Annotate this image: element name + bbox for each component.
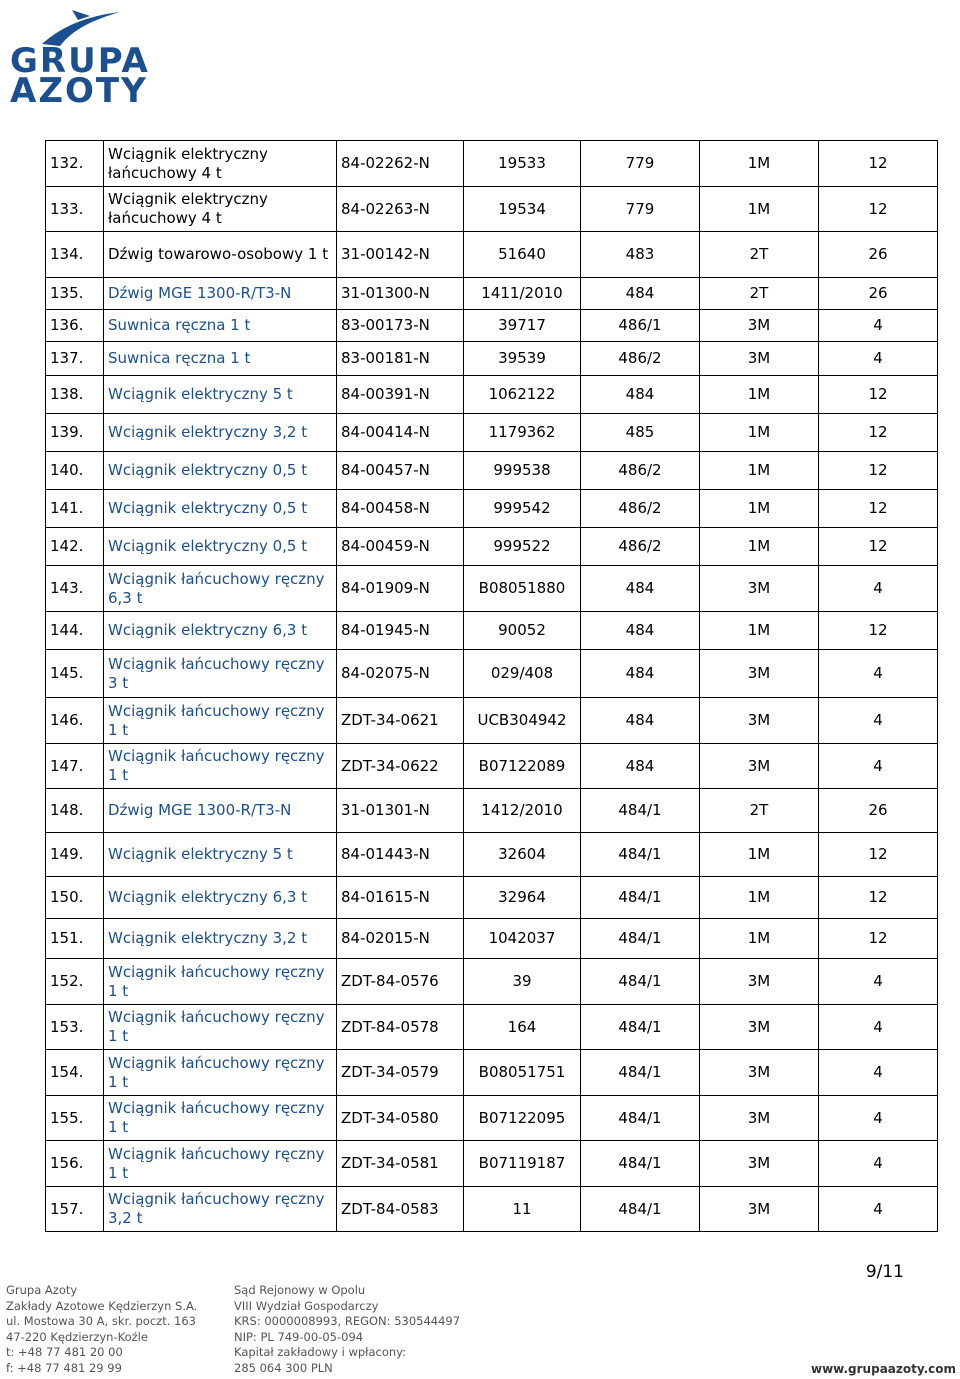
category-cell: 2T [700,232,819,278]
inspection-period-cell: 12 [819,187,938,232]
equipment-name-cell: Wciągnik elektryczny 3,2 t [104,919,337,959]
equipment-name-cell: Dźwig towarowo-osobowy 1 t [104,232,337,278]
inspection-period-cell: 12 [819,141,938,187]
object-number-cell: 484/1 [581,789,700,833]
equipment-name-cell: Wciągnik elektryczny 6,3 t [104,877,337,919]
inspection-period-cell: 12 [819,528,938,566]
table-row [46,452,938,490]
footer-company [6,1283,197,1376]
inspection-period-cell: 12 [819,877,938,919]
footer-line: NIP: PL 749-00-05-094 [234,1329,364,1344]
object-number-cell: 484/1 [581,1141,700,1187]
factory-number-cell: 19533 [464,141,581,187]
row-number-cell: 144. [46,612,104,650]
registration-number-cell: 31-01300-N [337,278,464,310]
factory-number-cell: 32964 [464,877,581,919]
inspection-period-cell: 4 [819,310,938,342]
equipment-name-cell: Wciągnik elektryczny 0,5 t [104,490,337,528]
row-number-cell: 155. [46,1096,104,1141]
footer-line: 285 064 300 PLN [234,1360,333,1375]
object-number-cell: 483 [581,232,700,278]
row-number-cell: 146. [46,698,104,744]
category-cell: 3M [700,1005,819,1050]
factory-number-cell: B08051880 [464,566,581,612]
row-number-cell: 133. [46,187,104,232]
category-cell: 3M [700,566,819,612]
equipment-name-cell: Wciągnik łańcuchowy ręczny 6,3 t [104,566,337,612]
registration-number-cell: 84-00459-N [337,528,464,566]
object-number-cell: 484/1 [581,1187,700,1232]
row-number-cell: 141. [46,490,104,528]
category-cell: 2T [700,278,819,310]
table-row [46,566,938,612]
factory-number-cell: 029/408 [464,650,581,698]
object-number-cell: 484/1 [581,1096,700,1141]
inspection-period-cell: 4 [819,744,938,789]
table-row [46,528,938,566]
category-cell: 1M [700,376,819,414]
category-cell: 3M [700,1187,819,1232]
registration-number-cell: ZDT-84-0576 [337,959,464,1005]
logo-line2: AZOTY [10,71,148,111]
inspection-period-cell: 4 [819,1005,938,1050]
inspection-period-cell: 4 [819,650,938,698]
category-cell: 3M [700,959,819,1005]
registration-number-cell: 84-02015-N [337,919,464,959]
inspection-period-cell: 12 [819,833,938,877]
page-number: 9/11 [865,1262,904,1282]
table-row [46,187,938,232]
factory-number-cell: 11 [464,1187,581,1232]
row-number-cell: 132. [46,141,104,187]
row-number-cell: 152. [46,959,104,1005]
footer-line: Kapitał zakładowy i wpłacony: [234,1345,406,1359]
registration-number-cell: 84-00391-N [337,376,464,414]
table-row [46,1096,938,1141]
factory-number-cell: 51640 [464,232,581,278]
registration-number-cell: ZDT-34-0580 [337,1096,464,1141]
object-number-cell: 484/1 [581,833,700,877]
registration-number-cell: 84-01909-N [337,566,464,612]
registration-number-cell: 31-01301-N [337,789,464,833]
category-cell: 1M [700,490,819,528]
category-cell: 2T [700,789,819,833]
category-cell: 3M [700,1096,819,1141]
object-number-cell: 484 [581,278,700,310]
inspection-period-cell: 12 [819,490,938,528]
category-cell: 3M [700,1141,819,1187]
footer-line: t: +48 77 481 20 00 [6,1345,123,1359]
row-number-cell: 151. [46,919,104,959]
registration-number-cell: ZDT-34-0579 [337,1050,464,1096]
table-row [46,1050,938,1096]
row-number-cell: 134. [46,232,104,278]
footer-line: Sąd Rejonowy w Opolu [234,1283,366,1297]
equipment-name-cell: Wciągnik łańcuchowy ręczny 1 t [104,959,337,1005]
row-number-cell: 150. [46,877,104,919]
object-number-cell: 486/2 [581,528,700,566]
equipment-name-cell: Wciągnik elektryczny 0,5 t [104,452,337,490]
row-number-cell: 154. [46,1050,104,1096]
table-row [46,141,938,187]
category-cell: 3M [700,310,819,342]
inspection-period-cell: 12 [819,612,938,650]
equipment-name-cell: Wciągnik łańcuchowy ręczny 1 t [104,698,337,744]
factory-number-cell: 999538 [464,452,581,490]
category-cell: 1M [700,919,819,959]
row-number-cell: 143. [46,566,104,612]
object-number-cell: 486/2 [581,490,700,528]
category-cell: 3M [700,744,819,789]
row-number-cell: 153. [46,1005,104,1050]
row-number-cell: 139. [46,414,104,452]
inspection-period-cell: 4 [819,1050,938,1096]
factory-number-cell: 39539 [464,342,581,376]
factory-number-cell: 999542 [464,490,581,528]
category-cell: 1M [700,877,819,919]
row-number-cell: 145. [46,650,104,698]
category-cell: 1M [700,452,819,490]
inspection-period-cell: 4 [819,698,938,744]
registration-number-cell: ZDT-84-0583 [337,1187,464,1232]
equipment-name-cell: Wciągnik łańcuchowy ręczny 1 t [104,1096,337,1141]
object-number-cell: 484/1 [581,919,700,959]
table-row [46,650,938,698]
inspection-period-cell: 12 [819,452,938,490]
table-row [46,789,938,833]
equipment-name-cell: Dźwig MGE 1300-R/T3-N [104,278,337,310]
object-number-cell: 484 [581,698,700,744]
category-cell: 1M [700,833,819,877]
factory-number-cell: B07122089 [464,744,581,789]
table-row [46,1005,938,1050]
equipment-name-cell: Wciągnik elektryczny 6,3 t [104,612,337,650]
footer-line: Zakłady Azotowe Kędzierzyn S.A. [6,1298,198,1313]
equipment-name-cell: Wciągnik łańcuchowy ręczny 1 t [104,1050,337,1096]
table-row [46,744,938,789]
object-number-cell: 486/2 [581,342,700,376]
table-row [46,833,938,877]
registration-number-cell: ZDT-84-0578 [337,1005,464,1050]
object-number-cell: 779 [581,141,700,187]
table-row [46,1141,938,1187]
row-number-cell: 137. [46,342,104,376]
footer-line: Grupa Azoty [6,1283,78,1297]
inspection-period-cell: 26 [819,232,938,278]
factory-number-cell: 164 [464,1005,581,1050]
factory-number-cell: B07119187 [464,1141,581,1187]
footer-line: 47-220 Kędzierzyn-Koźle [6,1329,148,1344]
table-row [46,1187,938,1232]
registration-number-cell: 31-00142-N [337,232,464,278]
factory-number-cell: 39 [464,959,581,1005]
category-cell: 3M [700,698,819,744]
object-number-cell: 485 [581,414,700,452]
inspection-period-cell: 12 [819,414,938,452]
row-number-cell: 142. [46,528,104,566]
table-row [46,877,938,919]
registration-number-cell: 83-00173-N [337,310,464,342]
registration-number-cell: 84-01945-N [337,612,464,650]
registration-number-cell: 84-01615-N [337,877,464,919]
inspection-period-cell: 4 [819,1141,938,1187]
equipment-name-cell: Suwnica ręczna 1 t [104,342,337,376]
equipment-name-cell: Wciągnik elektryczny 5 t [104,376,337,414]
equipment-table [45,140,938,1232]
object-number-cell: 484 [581,650,700,698]
inspection-period-cell: 12 [819,919,938,959]
row-number-cell: 157. [46,1187,104,1232]
object-number-cell: 486/2 [581,452,700,490]
object-number-cell: 484 [581,744,700,789]
category-cell: 1M [700,141,819,187]
equipment-name-cell: Wciągnik elektryczny łańcuchowy 4 t [104,141,337,187]
registration-number-cell: 84-02262-N [337,141,464,187]
equipment-name-cell: Dźwig MGE 1300-R/T3-N [104,789,337,833]
table-row [46,232,938,278]
equipment-name-cell: Wciągnik elektryczny 3,2 t [104,414,337,452]
table-row [46,490,938,528]
equipment-name-cell: Wciągnik elektryczny łańcuchowy 4 t [104,187,337,232]
row-number-cell: 147. [46,744,104,789]
equipment-name-cell: Wciągnik łańcuchowy ręczny 3,2 t [104,1187,337,1232]
registration-number-cell: ZDT-34-0581 [337,1141,464,1187]
registration-number-cell: ZDT-34-0621 [337,698,464,744]
registration-number-cell: 84-01443-N [337,833,464,877]
inspection-period-cell: 4 [819,959,938,1005]
object-number-cell: 484 [581,376,700,414]
object-number-cell: 484/1 [581,1005,700,1050]
category-cell: 3M [700,650,819,698]
inspection-period-cell: 4 [819,342,938,376]
footer-url[interactable]: www.grupaazoty.com [811,1362,956,1376]
factory-number-cell: 90052 [464,612,581,650]
table-row [46,612,938,650]
factory-number-cell: 999522 [464,528,581,566]
table-row [46,342,938,376]
row-number-cell: 149. [46,833,104,877]
object-number-cell: 486/1 [581,310,700,342]
registration-number-cell: 84-02263-N [337,187,464,232]
factory-number-cell: 1411/2010 [464,278,581,310]
registration-number-cell: 84-00458-N [337,490,464,528]
grupa-azoty-logo [4,4,166,111]
row-number-cell: 156. [46,1141,104,1187]
table-row [46,310,938,342]
row-number-cell: 135. [46,278,104,310]
equipment-name-cell: Wciągnik łańcuchowy ręczny 3 t [104,650,337,698]
factory-number-cell: UCB304942 [464,698,581,744]
object-number-cell: 779 [581,187,700,232]
equipment-name-cell: Wciągnik elektryczny 0,5 t [104,528,337,566]
factory-number-cell: 32604 [464,833,581,877]
equipment-name-cell: Wciągnik elektryczny 5 t [104,833,337,877]
registration-number-cell: 84-02075-N [337,650,464,698]
table-row [46,376,938,414]
equipment-name-cell: Wciągnik łańcuchowy ręczny 1 t [104,1005,337,1050]
inspection-period-cell: 26 [819,278,938,310]
row-number-cell: 140. [46,452,104,490]
table-row [46,919,938,959]
factory-number-cell: 19534 [464,187,581,232]
factory-number-cell: 1412/2010 [464,789,581,833]
registration-number-cell: 84-00414-N [337,414,464,452]
table-row [46,414,938,452]
factory-number-cell: 39717 [464,310,581,342]
factory-number-cell: 1042037 [464,919,581,959]
inspection-period-cell: 4 [819,1187,938,1232]
table-row [46,959,938,1005]
footer-line: ul. Mostowa 30 A, skr. poczt. 163 [6,1314,196,1328]
inspection-period-cell: 4 [819,566,938,612]
factory-number-cell: 1062122 [464,376,581,414]
footer-registry [234,1283,460,1376]
inspection-period-cell: 4 [819,1096,938,1141]
category-cell: 1M [700,528,819,566]
object-number-cell: 484/1 [581,877,700,919]
factory-number-cell: B08051751 [464,1050,581,1096]
category-cell: 1M [700,612,819,650]
category-cell: 1M [700,187,819,232]
category-cell: 1M [700,414,819,452]
object-number-cell: 484 [581,566,700,612]
logo-line1: GRUPA [10,41,150,81]
row-number-cell: 136. [46,310,104,342]
inspection-period-cell: 12 [819,376,938,414]
equipment-name-cell: Suwnica ręczna 1 t [104,310,337,342]
object-number-cell: 484 [581,612,700,650]
object-number-cell: 484/1 [581,1050,700,1096]
category-cell: 3M [700,342,819,376]
footer-line: VIII Wydział Gospodarczy [234,1298,379,1313]
table-row [46,698,938,744]
inspection-period-cell: 26 [819,789,938,833]
equipment-name-cell: Wciągnik łańcuchowy ręczny 1 t [104,744,337,789]
equipment-name-cell: Wciągnik łańcuchowy ręczny 1 t [104,1141,337,1187]
factory-number-cell: 1179362 [464,414,581,452]
registration-number-cell: ZDT-34-0622 [337,744,464,789]
row-number-cell: 138. [46,376,104,414]
footer-line: KRS: 0000008993, REGON: 530544497 [234,1314,461,1328]
registration-number-cell: 84-00457-N [337,452,464,490]
category-cell: 3M [700,1050,819,1096]
footer-line: f: +48 77 481 29 99 [6,1360,122,1375]
object-number-cell: 484/1 [581,959,700,1005]
registration-number-cell: 83-00181-N [337,342,464,376]
table-row [46,278,938,310]
factory-number-cell: B07122095 [464,1096,581,1141]
row-number-cell: 148. [46,789,104,833]
